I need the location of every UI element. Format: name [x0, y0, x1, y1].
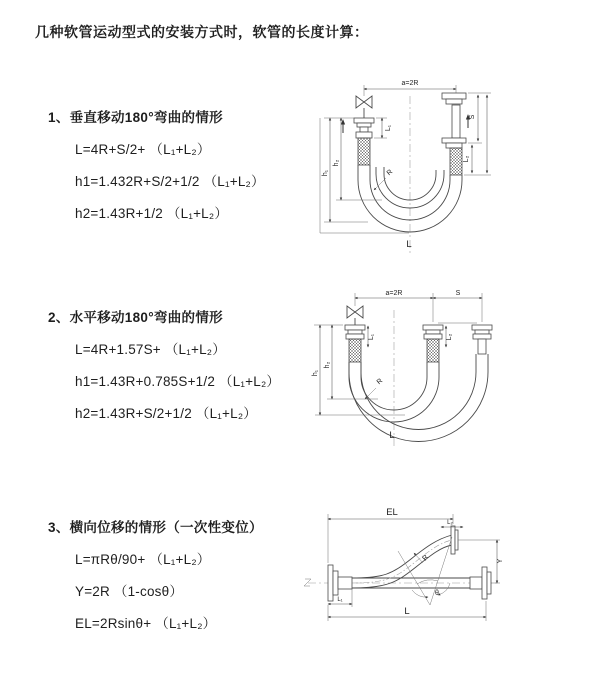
length-label: L — [406, 239, 412, 250]
section-3 — [48, 516, 263, 632]
section-2-heading: 2、水平移动180°弯曲的情形 — [48, 310, 223, 325]
dim-l2-label: L₂ — [447, 520, 453, 526]
dim-l1 — [374, 118, 392, 138]
dim-a-label: a=2R — [401, 80, 419, 87]
dim-y — [458, 540, 504, 583]
section-1-heading: 1、垂直移动180°弯曲的情形 — [48, 110, 223, 125]
dim-s-label: S — [455, 290, 461, 297]
dim-l1-label: L₁ — [337, 597, 343, 603]
length-label: L — [389, 430, 395, 441]
dim-l-label: L — [404, 606, 410, 617]
section-3-heading: 3、横向位移的情形（一次性变位） — [48, 520, 263, 535]
left-end-fitting — [354, 118, 374, 165]
braided-hose-section — [427, 339, 439, 362]
formula-line: Y=2R （1-cosθ） — [75, 584, 184, 599]
formula-line: EL=2Rsinθ+ （L₁+L₂） — [75, 616, 217, 631]
diagram-vertical-180-bend — [310, 70, 600, 260]
dim-l2 — [446, 326, 453, 347]
dim-s-label: S — [469, 114, 476, 120]
radius-label: R — [375, 377, 385, 387]
right-flange-initial — [470, 567, 491, 599]
dim-l1 — [368, 326, 375, 347]
braided-hose-section — [358, 138, 370, 165]
dim-h2-label: h₂ — [333, 159, 340, 167]
page-title: 几种软管运动型式的安装方式时，软管的长度计算： — [35, 24, 369, 40]
diagram-lateral-displacement — [300, 493, 600, 658]
dim-l1-label: L₁ — [368, 333, 375, 341]
formula-line: L=4R+S/2+ （L₁+L₂） — [75, 142, 211, 157]
dim-l2-label: L₂ — [463, 155, 470, 163]
dim-a-label: a=2R — [385, 290, 403, 297]
diagram-horizontal-180-bend — [310, 282, 600, 454]
hose-displaced-position — [352, 535, 452, 588]
right-end-fitting — [472, 325, 492, 354]
section-1 — [48, 106, 265, 222]
dim-s — [433, 290, 482, 298]
valve-icon — [356, 96, 372, 118]
dim-h2 — [333, 118, 382, 200]
left-flange — [328, 565, 352, 601]
radius-leader — [365, 378, 384, 399]
formula-line: L=4R+1.57S+ （L₁+L₂） — [75, 342, 226, 357]
dim-h1-label: h₁ — [322, 169, 329, 177]
right-flange-displaced — [451, 526, 458, 554]
dim-h2-label: h₂ — [324, 361, 331, 369]
dim-l1-label: L₁ — [385, 124, 392, 132]
valve-icon — [347, 306, 363, 325]
dim-l2-label: L₂ — [446, 333, 453, 341]
dim-theta-label: θ — [435, 590, 439, 597]
formula-line: h2=1.43R+1/2 （L₁+L₂） — [75, 206, 229, 221]
section-2 — [48, 306, 280, 422]
break-mark — [304, 579, 311, 586]
hose-u-curves — [349, 354, 488, 442]
dim-h1-label: h₁ — [312, 369, 319, 377]
dim-el-label: EL — [386, 507, 398, 518]
dim-a-2r — [355, 290, 482, 323]
dim-y-label: Y — [497, 558, 504, 564]
braided-hose-section — [349, 339, 361, 362]
dim-l2 — [441, 520, 463, 527]
dim-el — [328, 507, 453, 563]
formula-line: h1=1.432R+S/2+1/2 （L₁+L₂） — [75, 174, 265, 189]
formula-line: L=πRθ/90+ （L₁+L₂） — [75, 552, 211, 567]
middle-end-fitting — [423, 325, 443, 362]
radius-label: R — [385, 168, 395, 178]
dim-l2 — [463, 145, 472, 173]
braided-hose-section — [450, 148, 462, 175]
formula-line: h2=1.43R+S/2+1/2 （L₁+L₂） — [75, 406, 257, 421]
formula-line: h1=1.43R+0.785S+1/2 （L₁+L₂） — [75, 374, 281, 389]
left-end-fitting — [345, 325, 365, 362]
radius-label: R — [421, 553, 431, 563]
